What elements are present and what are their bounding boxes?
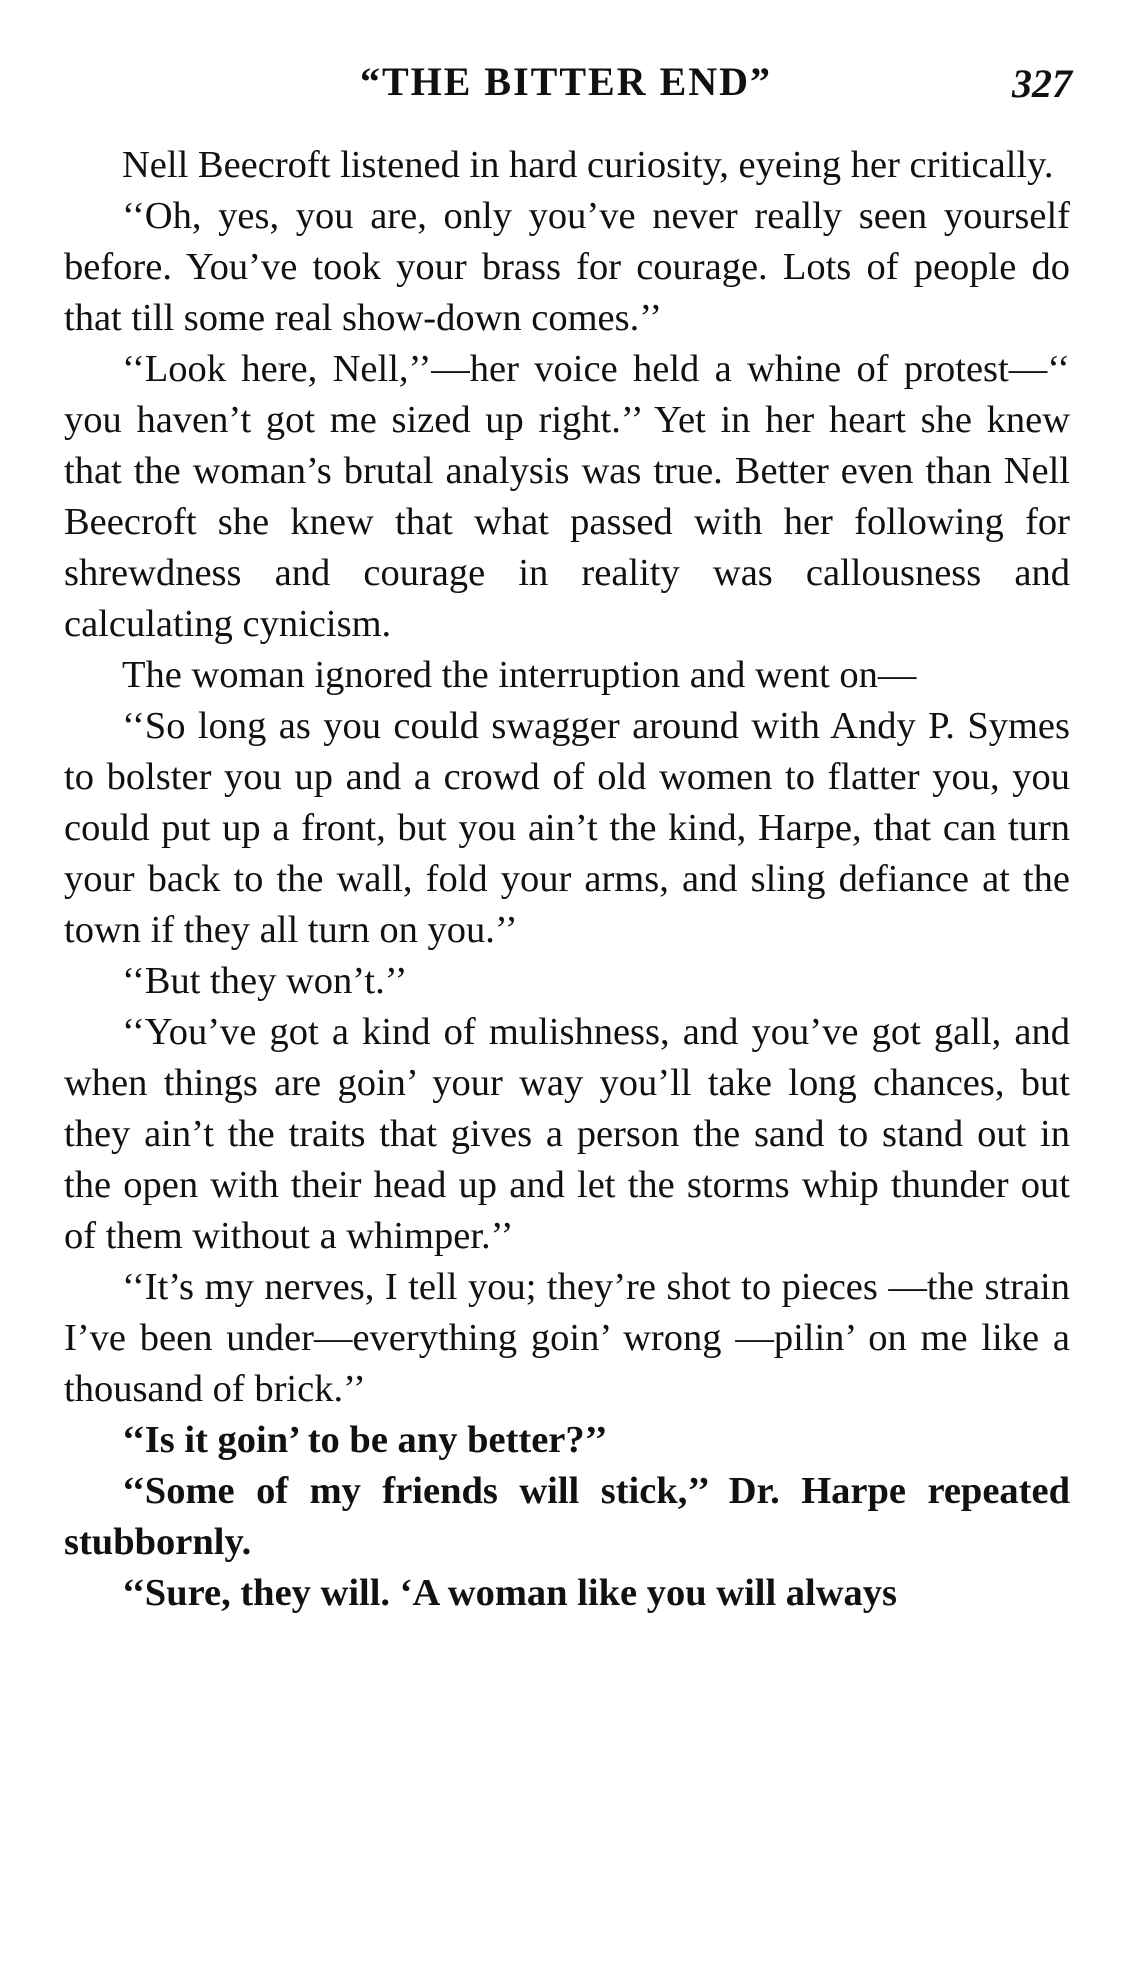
- running-head: [66, 58, 1072, 118]
- paragraph: ‘‘But they won’t.’’: [122, 960, 408, 1002]
- paragraph: ‘‘Some of my friends will stick,’’ Dr. Harpe repeated stubbornly.: [64, 1470, 1070, 1563]
- paragraph: ‘‘It’s my nerves, I tell you; they’re shot to pieces —the strain I’ve been under—everything goin’ wrong —pilin’ on me like a thousand of brick.’’: [64, 1266, 1070, 1410]
- body-text: [64, 140, 1070, 1619]
- page-number: 327: [1012, 61, 1072, 106]
- paragraph: ‘‘Oh, yes, you are, only you’ve never really seen yourself before. You’ve took your brass for courage. Lots of people do that till some real show-down comes.’’: [64, 195, 1070, 339]
- paragraph: ‘‘Sure, they will. ‘A woman like you will always: [122, 1572, 898, 1614]
- paragraph: ‘‘Look here, Nell,’’—her voice held a whine of protest—‘‘ you haven’t got me sized up right.’’ Yet in her heart she knew that the woman’s brutal analysis was true. Better even than Nell Beecroft she knew that what passed with her following for shrewdness and courage in reality was callousness and calculating cynicism.: [64, 348, 1070, 645]
- paragraph: Nell Beecroft listened in hard curiosity, eyeing her critically.: [122, 144, 1054, 186]
- paragraph: ‘‘You’ve got a kind of mulishness, and you’ve got gall, and when things are goin’ your way you’ll take long chances, but they ain’t the traits that gives a person the sand to stand out in the open with their head up and let the storms whip thunder out of them without a whimper.’’: [64, 1011, 1070, 1257]
- running-title: “THE BITTER END”: [359, 59, 773, 104]
- paragraph: ‘‘So long as you could swagger around with Andy P. Symes to bolster you up and a crowd of old women to flatter you, you could put up a front, but you ain’t the kind, Harpe, that can turn your back to the wall, fold your arms, and sling defiance at the town if they all turn on you.’’: [64, 705, 1070, 951]
- paragraph: The woman ignored the interruption and went on—: [122, 654, 917, 696]
- paragraph: ‘‘Is it goin’ to be any better?’’: [122, 1419, 608, 1461]
